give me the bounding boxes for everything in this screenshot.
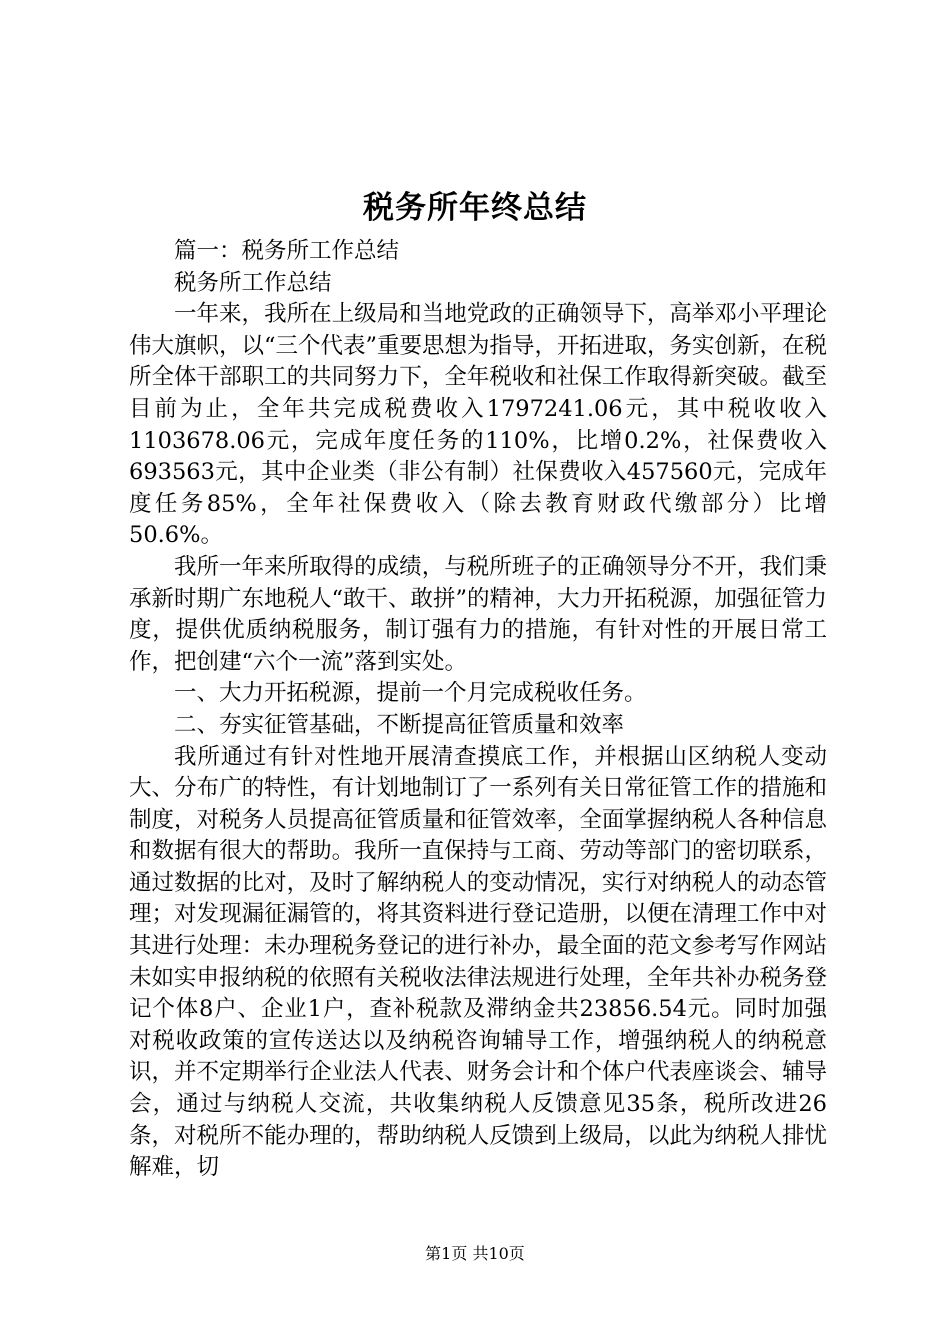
list-heading: 一、大力开拓税源，提前一个月完成税收任务。 (174, 680, 647, 707)
document-body (129, 236, 827, 1184)
subsection-heading: 税务所工作总结 (174, 269, 332, 296)
body-paragraph: 我所一年来所取得的成绩，与税所班子的正确领导分不开，我们秉承新时期广东地税人“敢干、敢拼”的精神，大力开拓税源，加强征管力度，提供优质纳税服务，制订强有力的措施，有针对性的开展日常工作，把创建“六个一流”落到实处。 (129, 553, 828, 675)
body-paragraph: 一年来，我所在上级局和当地党政的正确领导下，高举邓小平理论伟大旗帜，以“三个代表”重要思想为指导，开拓进取，务实创新，在税所全体干部职工的共同努力下，全年税收和社保工作取得新突破。截至目前为止，全年共完成税费收入1797241.06元，其中税收收入1103678.06元，完成年度任务的110%，比增0.2%，社保费收入693563元，其中企业类（非公有制）社保费收入457560元，完成年度任务85%，全年社保费收入（除去教育财政代缴部分）比增50.6%。 (129, 301, 828, 549)
list-heading: 二、夯实征管基础，不断提高征管质量和效率 (174, 711, 625, 738)
section-heading: 篇一：税务所工作总结 (174, 238, 400, 264)
document-title: 税务所年终总结 (363, 190, 587, 226)
page-number-footer: 第1页 共10页 (425, 1244, 525, 1263)
body-paragraph: 我所通过有针对性地开展清查摸底工作，并根据山区纳税人变动大、分布广的特性，有计划地制订了一系列有关日常征管工作的措施和制度，对税务人员提高征管质量和征管效率，全面掌握纳税人各种信息和数据有很大的帮助。我所一直保持与工商、劳动等部门的密切联系，通过数据的比对，及时了解纳税人的变动情况，实行对纳税人的动态管理；对发现漏征漏管的，将其资料进行登记造册，以便在清理工作中对其进行处理：未办理税务登记的进行补办，最全面的范文参考写作网站未如实申报纳税的依照有关税收法律法规进行处理，全年共补办税务登记个体8户、企业1户，查补税款及滞纳金共23856.54元。同时加强对税收政策的宣传送达以及纳税咨询辅导工作，增强纳税人的纳税意识，并不定期举行企业法人代表、财务会计和个体户代表座谈会、辅导会，通过与纳税人交流，共收集纳税人反馈意见35条，税所改进26条，对税所不能办理的，帮助纳税人反馈到上级局，以此为纳税人排忧解难，切 (129, 743, 827, 1181)
